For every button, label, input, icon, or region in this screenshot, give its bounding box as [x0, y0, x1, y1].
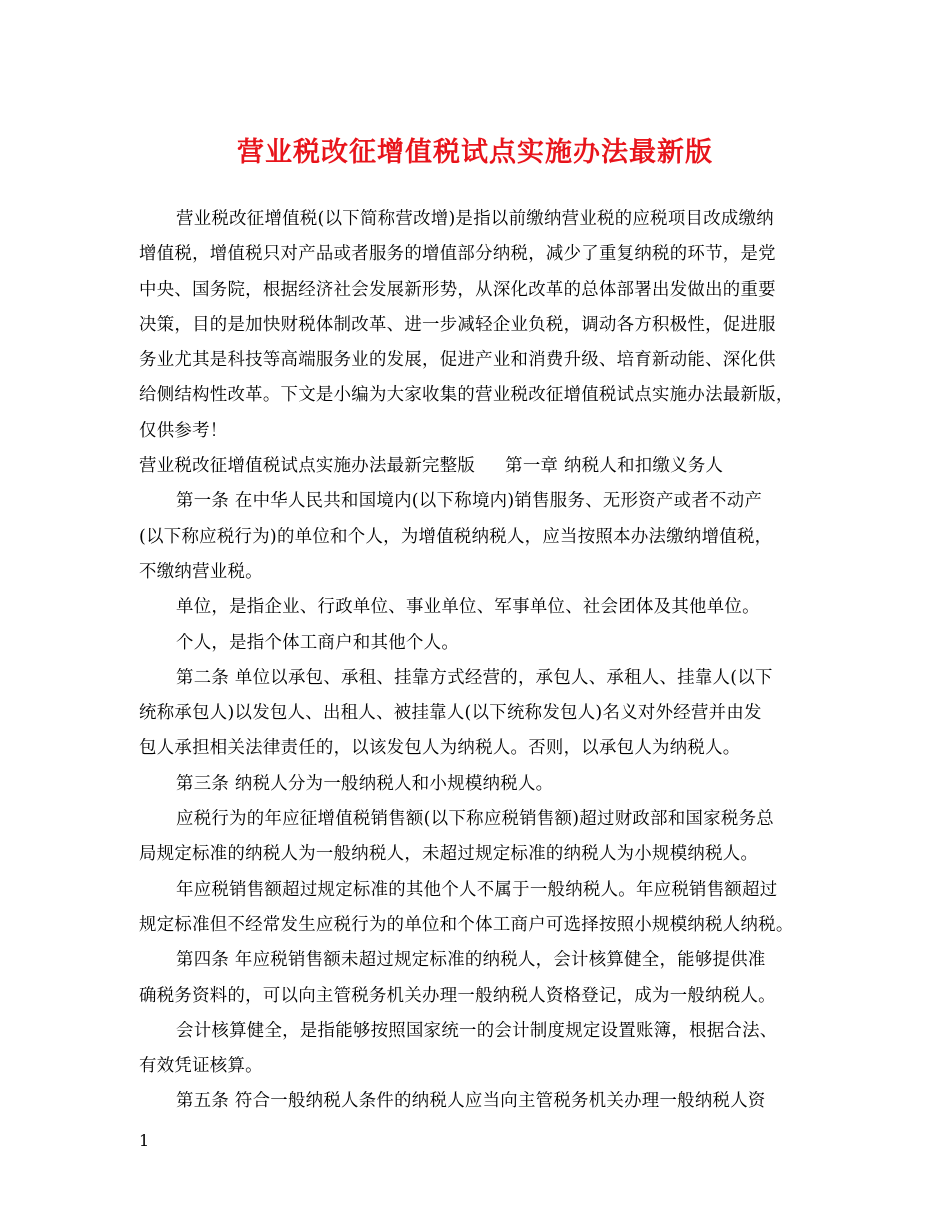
accounting-paragraph — [139, 1014, 819, 1085]
text-line: 中央、国务院，根据经济社会发展新形势，从深化改革的总体部署出发做出的重要 — [139, 279, 776, 300]
article-4 — [139, 943, 819, 1014]
text-line: 不缴纳营业税。 — [139, 561, 263, 582]
article-1 — [139, 484, 819, 590]
chapter-heading: 第一章 纳税人和扣缴义务人 — [505, 456, 724, 477]
text-line: (以下称应税行为)的单位和个人，为增值税纳税人，应当按照本办法缴纳增值税， — [139, 526, 773, 547]
section-heading — [139, 449, 819, 484]
document-title: 营业税改征增值税试点实施办法最新版 — [237, 137, 713, 168]
text-line: 营业税改征增值税(以下简称营改增)是指以前缴纳营业税的应税项目改成缴纳 — [176, 209, 774, 229]
text-line: 确税务资料的，可以向主管税务机关办理一般纳税人资格登记，成为一般纳税人。 — [139, 985, 776, 1006]
document-subtitle: 营业税改征增值税试点实施办法最新完整版 — [139, 456, 476, 477]
text-line: 仅供参考！ — [139, 420, 228, 441]
text-line: 会计核算健全，是指能够按照国家统一的会计制度规定设置账簿，根据合法、 — [176, 1020, 778, 1041]
intro-paragraph — [139, 202, 819, 449]
individual-definition: 个人，是指个体工商户和其他个人。 — [176, 632, 460, 653]
article-5: 第五条 符合一般纳税人条件的纳税人应当向主管税务机关办理一般纳税人资 — [176, 1091, 766, 1112]
text-line: 增值税，增值税只对产品或者服务的增值部分纳税，减少了重复纳税的环节，是党 — [139, 244, 776, 265]
page-number: 1 — [139, 1131, 150, 1150]
article-3: 第三条 纳税人分为一般纳税人和小规模纳税人。 — [176, 773, 554, 794]
text-line: 包人承担相关法律责任的，以该发包人为纳税人。否则，以承包人为纳税人。 — [139, 738, 741, 759]
text-line: 规定标准但不经常发生应税行为的单位和个体工商户可选择按照小规模纳税人纳税。 — [139, 914, 794, 935]
unit-definition: 单位，是指企业、行政单位、事业单位、军事单位、社会团体及其他单位。 — [176, 597, 760, 618]
text-line: 第四条 年应税销售额未超过规定标准的纳税人，会计核算健全，能够提供准 — [176, 950, 766, 971]
text-line: 务业尤其是科技等高端服务业的发展，促进产业和消费升级、培育新动能、深化供 — [139, 350, 776, 371]
article-2 — [139, 661, 819, 767]
text-line: 年应税销售额超过规定标准的其他个人不属于一般纳税人。年应税销售额超过 — [176, 879, 778, 900]
document-body — [139, 202, 819, 1120]
text-line: 第二条 单位以承包、承租、挂靠方式经营的，承包人、承租人、挂靠人(以下 — [176, 667, 773, 688]
text-line: 第一条 在中华人民共和国境内(以下称境内)销售服务、无形资产或者不动产 — [176, 491, 763, 512]
text-line: 决策，目的是加快财税体制改革、进一步减轻企业负税，调动各方积极性，促进服 — [139, 314, 776, 335]
text-line: 给侧结构性改革。下文是小编为大家收集的营业税改征增值税试点实施办法最新版， — [139, 385, 794, 406]
text-line: 统称承包人)以发包人、出租人、被挂靠人(以下统称发包人)名义对外经营并由发 — [139, 703, 762, 724]
text-line: 有效凭证核算。 — [139, 1056, 263, 1077]
text-line: 应税行为的年应征增值税销售额(以下称应税销售额)超过财政部和国家税务总 — [176, 809, 774, 830]
sales-paragraph — [139, 802, 819, 873]
text-line: 局规定标准的纳税人为一般纳税人，未超过规定标准的纳税人为小规模纳税人。 — [139, 844, 759, 865]
exceed-paragraph — [139, 873, 819, 944]
